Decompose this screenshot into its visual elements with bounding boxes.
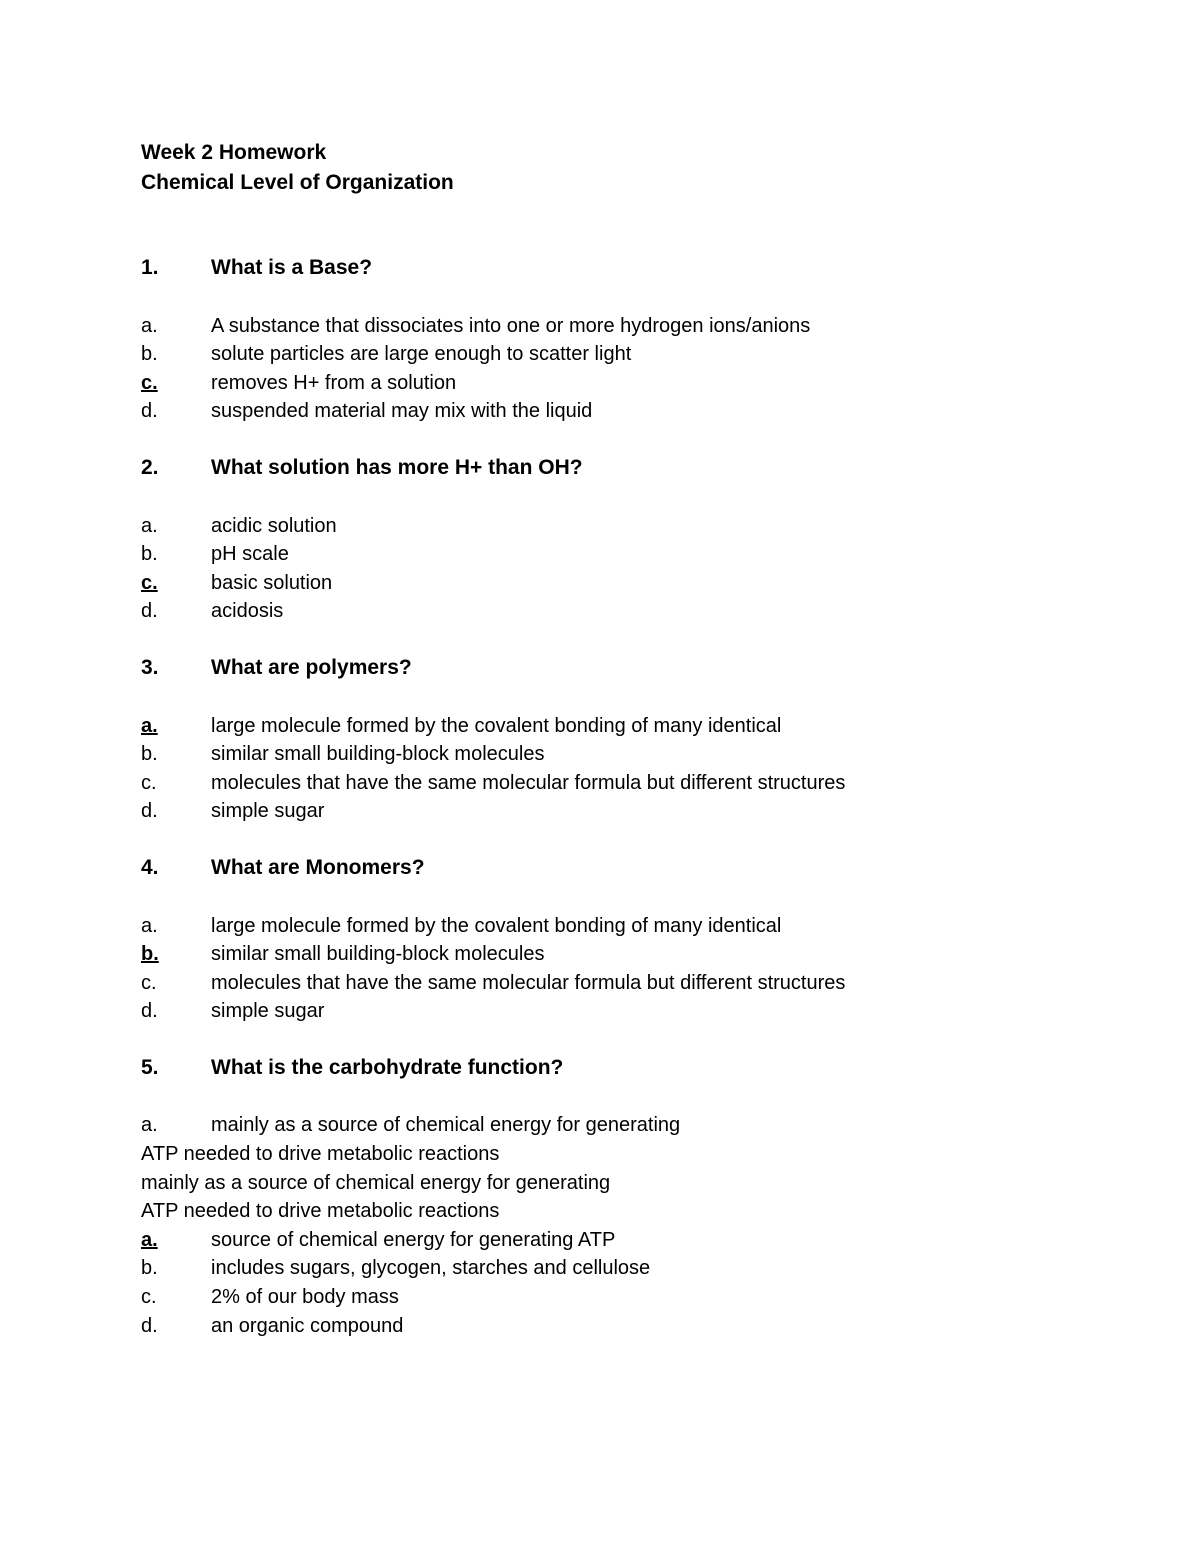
- option-letter: c.: [141, 771, 157, 794]
- option-row: [141, 569, 1101, 598]
- option-text: mainly as a source of chemical energy for generating: [211, 1114, 681, 1137]
- option-text: similar small building-block molecules: [211, 943, 545, 966]
- option-row: [141, 597, 1101, 626]
- option-row: [141, 1312, 1101, 1341]
- question-text: What are polymers?: [211, 655, 412, 679]
- option-row: [141, 940, 1101, 969]
- continuation-line: mainly as a source of chemical energy for generating: [141, 1171, 611, 1194]
- document-subtitle: Chemical Level of Organization: [141, 171, 454, 194]
- option-letter: d.: [141, 600, 158, 623]
- option-row: [141, 769, 1101, 798]
- option-row: [141, 797, 1101, 826]
- option-text: large molecule formed by the covalent bonding of many identical: [211, 914, 782, 937]
- question-number: 5.: [141, 1055, 159, 1079]
- question-2: [141, 454, 1101, 483]
- option-letter: c.: [141, 971, 157, 994]
- option-letter: b.: [141, 743, 158, 766]
- option-text: basic solution: [211, 571, 333, 594]
- question-1: [141, 254, 1101, 283]
- question-text: What is the carbohydrate function?: [211, 1055, 564, 1079]
- option-letter: b.: [141, 543, 158, 566]
- question-text: What is a Base?: [211, 256, 373, 279]
- option-letter: d.: [141, 1000, 158, 1023]
- option-letter: d.: [141, 400, 158, 423]
- option-text: source of chemical energy for generating ATP: [211, 1228, 616, 1251]
- option-row: [141, 997, 1101, 1026]
- option-row: [141, 912, 1101, 941]
- option-row: [141, 712, 1101, 741]
- option-letter-answer: c.: [141, 371, 158, 394]
- option-letter: a.: [141, 1114, 158, 1137]
- option-text: includes sugars, glycogen, starches and cellulose: [211, 1257, 651, 1280]
- option-row: [141, 1226, 1101, 1255]
- option-row: [141, 1111, 1101, 1140]
- option-text: removes H+ from a solution: [211, 371, 457, 394]
- option-row: [141, 369, 1101, 398]
- option-letter: a.: [141, 914, 158, 937]
- option-letter: c.: [141, 1286, 157, 1309]
- option-text: similar small building-block molecules: [211, 743, 545, 766]
- option-row: [141, 1254, 1101, 1283]
- option-row: [141, 397, 1101, 426]
- option-letter-answer: b.: [141, 943, 159, 966]
- option-text: an organic compound: [211, 1314, 404, 1337]
- option-text: acidic solution: [211, 514, 337, 537]
- continuation-line: ATP needed to drive metabolic reactions: [141, 1143, 500, 1166]
- option-text: molecules that have the same molecular formula but different structures: [211, 971, 846, 994]
- option-text: molecules that have the same molecular formula but different structures: [211, 771, 846, 794]
- option-text: simple sugar: [211, 800, 325, 823]
- option-text: acidosis: [211, 600, 284, 623]
- question-4: [141, 854, 1101, 883]
- option-row: [141, 969, 1101, 998]
- question-number: 4.: [141, 855, 159, 879]
- option-row: [141, 340, 1101, 369]
- option-text: 2% of our body mass: [211, 1286, 399, 1309]
- option-letter: b.: [141, 1257, 158, 1280]
- question-5: [141, 1054, 1101, 1083]
- option-row: [141, 540, 1101, 569]
- question-3: [141, 654, 1101, 683]
- option-text: solute particles are large enough to scatter light: [211, 343, 632, 366]
- option-row: [141, 312, 1101, 341]
- option-letter-answer: c.: [141, 571, 158, 594]
- question-text: What are Monomers?: [211, 855, 425, 879]
- option-row: [141, 740, 1101, 769]
- option-row: [141, 512, 1101, 541]
- option-letter: b.: [141, 343, 158, 366]
- option-letter: d.: [141, 800, 158, 823]
- option-letter: a.: [141, 514, 158, 537]
- document-page: [141, 138, 1101, 1340]
- option-text: A substance that dissociates into one or more hydrogen ions/anions: [211, 314, 811, 337]
- option-text: pH scale: [211, 543, 289, 566]
- document-title: Week 2 Homework: [141, 141, 327, 164]
- option-letter: a.: [141, 314, 158, 337]
- option-letter: d.: [141, 1314, 158, 1337]
- question-number: 1.: [141, 256, 159, 279]
- question-text: What solution has more H+ than OH?: [211, 455, 583, 479]
- option-text: suspended material may mix with the liquid: [211, 400, 593, 423]
- question-number: 3.: [141, 655, 159, 679]
- option-text: large molecule formed by the covalent bonding of many identical: [211, 714, 782, 737]
- option-text: simple sugar: [211, 1000, 325, 1023]
- option-letter-answer: a.: [141, 1228, 158, 1251]
- continuation-line: ATP needed to drive metabolic reactions: [141, 1200, 500, 1223]
- option-letter-answer: a.: [141, 714, 158, 737]
- question-number: 2.: [141, 455, 159, 479]
- option-row: [141, 1283, 1101, 1312]
